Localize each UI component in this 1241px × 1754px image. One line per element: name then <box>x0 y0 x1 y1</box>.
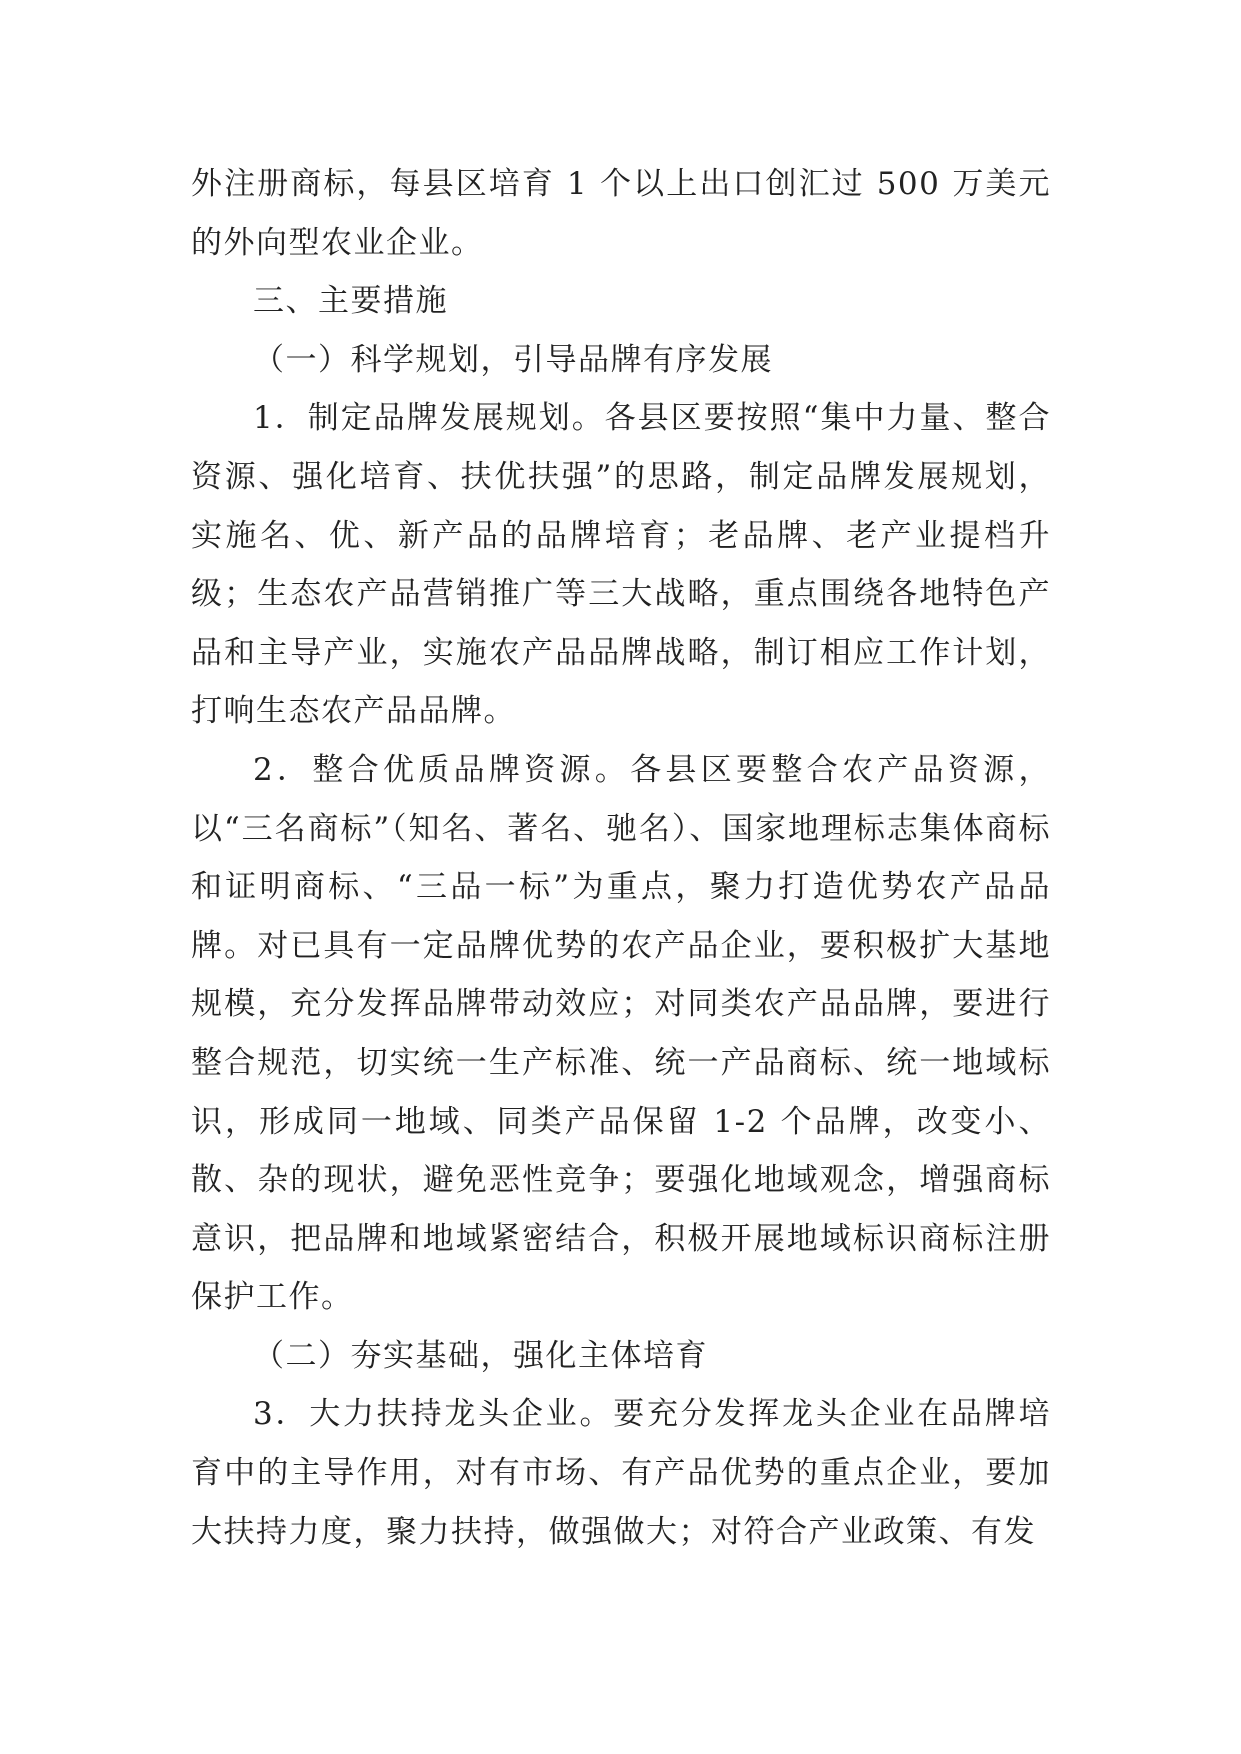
document-body <box>191 155 1051 1561</box>
paragraph-leading-enterprises: 3．大力扶持龙头企业。要充分发挥龙头企业在品牌培育中的主导作用，对有市场、有产品优势的重点企业，要加大扶持力度，聚力扶持，做强做大；对符合产业政策、有发 <box>191 1396 1051 1550</box>
paragraph-brand-plan: 1．制定品牌发展规划。各县区要按照“集中力量、整合资源、强化培育、扶优扶强”的思路，制定品牌发展规划，实施名、优、新产品的品牌培育；老品牌、老产业提档升级；生态农产品营销推广等三大战略，重点围绕各地特色产品和主导产业，实施农产品品牌战略，制订相应工作计划，打响生态农产品品牌。 <box>191 400 1051 730</box>
paragraph-brand-resources: 2．整合优质品牌资源。各县区要整合农产品资源，以“三名商标”（知名、著名、驰名）、国家地理标志集体商标和证明商标、“三品一标”为重点，聚力打造优势农产品品牌。对已具有一定品牌优势的农产品企业，要积极扩大基地规模，充分发挥品牌带动效应；对同类农产品品牌，要进行整合规范，切实统一生产标准、统一产品商标、统一地域标识，形成同一地域、同类产品保留 1-2 个品牌，改变小、散、杂的现状，避免恶性竞争；要强化地域观念，增强商标意识，把品牌和地域紧密结合，积极开展地域标识商标注册保护工作。 <box>191 751 1051 1316</box>
subheading-strengthen-foundation: （二）夯实基础，强化主体培育 <box>253 1337 708 1374</box>
subheading-scientific-planning: （一）科学规划，引导品牌有序发展 <box>253 341 773 378</box>
paragraph-export-enterprise: 外注册商标，每县区培育 1 个以上出口创汇过 500 万美元的外向型农业企业。 <box>191 166 1051 261</box>
heading-main-measures: 三、主要措施 <box>253 283 448 320</box>
